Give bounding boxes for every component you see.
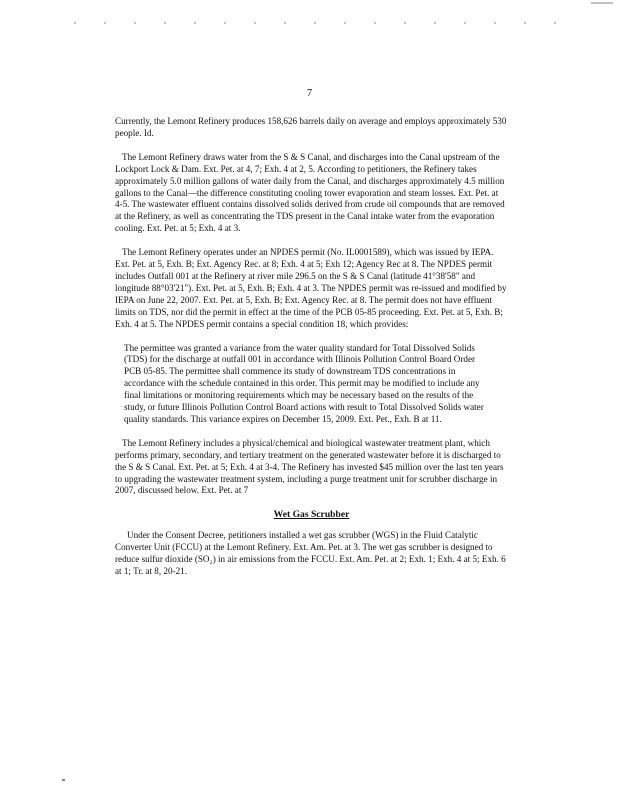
page-number: 7 xyxy=(306,88,313,99)
scan-artifact xyxy=(591,2,613,4)
special-condition-quote: The permittee was granted a variance from the water quality standard for Total Dissolved Solids (TDS) for the discharge at outfall 001 in accordance with Illinois Pollution Control Board Order PCB 05-85. The permittee shall commence its study of downstream TDS concentrations in accordance with the schedule contained in this order. This permit may be modified to include any final limitations or monitoring requirements which may be necessary based on the results of the study, or future Illinois Pollution Control Board actions with result to Total Dissolved Solids water quality standards. This variance expires on December 15, 2009. Ext. Pet., Exh. B at 11. xyxy=(124,342,484,424)
paragraph-wastewater-treatment: The Lemont Refinery includes a physical/chemical and biological wastewater treatment plant, which performs primary, secondary, and tertiary treatment on the generated wastewater before it is discharged to the S & S Canal. Ext. Pet. at 5; Exh. 4 at 3-4. The Refinery has invested $45 million over the last ten years to upgrading the wastewater treatment system, including a purge treatment unit for scrubber discharge in 2007, discussed below. Ext. Pet. at 7 xyxy=(115,437,504,496)
paragraph-refinery-production: Currently, the Lemont Refinery produces 158,626 barrels daily on average and employs approximately 530 people. Id. xyxy=(115,116,507,138)
scan-artifact xyxy=(60,22,560,24)
paragraph-water-intake: The Lemont Refinery draws water from the S & S Canal, and discharges into the Canal upstream of the Lockport Lock & Dam. Ext. Pet. at 4, 7; Exh. 4 at 2, 5. According to petitioners, the Refinery takes approximately 5.0 million gallons of water daily from the Canal, and discharges approximately 4.5 million gallons to the Canal—the difference constituting cooling tower evaporation and steam losses. Ext. Pet. at 4-5. The wastewater effluent contains dissolved solids derived from crude oil compounds that are removed at the Refinery, as well as concentrating the TDS present in the Canal intake water from the evaporation cooling. Ext. Pet. at 5; Exh. 4 at 3. xyxy=(115,151,505,234)
section-heading: Wet Gas Scrubber xyxy=(273,509,350,521)
scan-artifact xyxy=(62,779,65,781)
paragraph-wet-gas-scrubber: Under the Consent Decree, petitioners installed a wet gas scrubber (WGS) in the Fluid Catalytic Converter Unit (FCCU) at the Lemont Refinery. Ext. Am. Pet. at 3. The wet gas scrubber is designed to reduce sulfur dioxide (SO₂) in air emissions from the FCCU. Ext. Am. Pet. at 2; Exh. 1; Exh. 4 at 5; Exh. 6 at 1; Tr. at 8, 20-21. xyxy=(115,530,506,576)
document-body xyxy=(115,116,508,590)
paragraph-npdes-permit: The Lemont Refinery operates under an NPDES permit (No. IL0001589), which was issued by IEPA. Ext. Pet. at 5, Exh. B; Ext. Agency Rec. at 8; Exh. 4 at 5; Exh 12; Agency Rec at 8. The NPDES permit includes Outfall 001 at the Refinery at river mile 296.5 on the S & S Canal (latitude 41°38'58" and longitude 88°03'21"). Ext. Pet. at 5, Exh. B; Exh. 4 at 3. The NPDES permit was re-issued and modified by IEPA on June 22, 2007. Ext. Pet. at 5, Exh. B; Ext. Agency Rec. at 8. The permit does not have effluent limits on TDS, nor did the permit in effect at the time of the PCB 05-85 proceeding. Ext. Pet. at 5, Exh. B; Exh. 4 at 5. The NPDES permit contains a special condition 18, which provides: xyxy=(115,247,507,329)
